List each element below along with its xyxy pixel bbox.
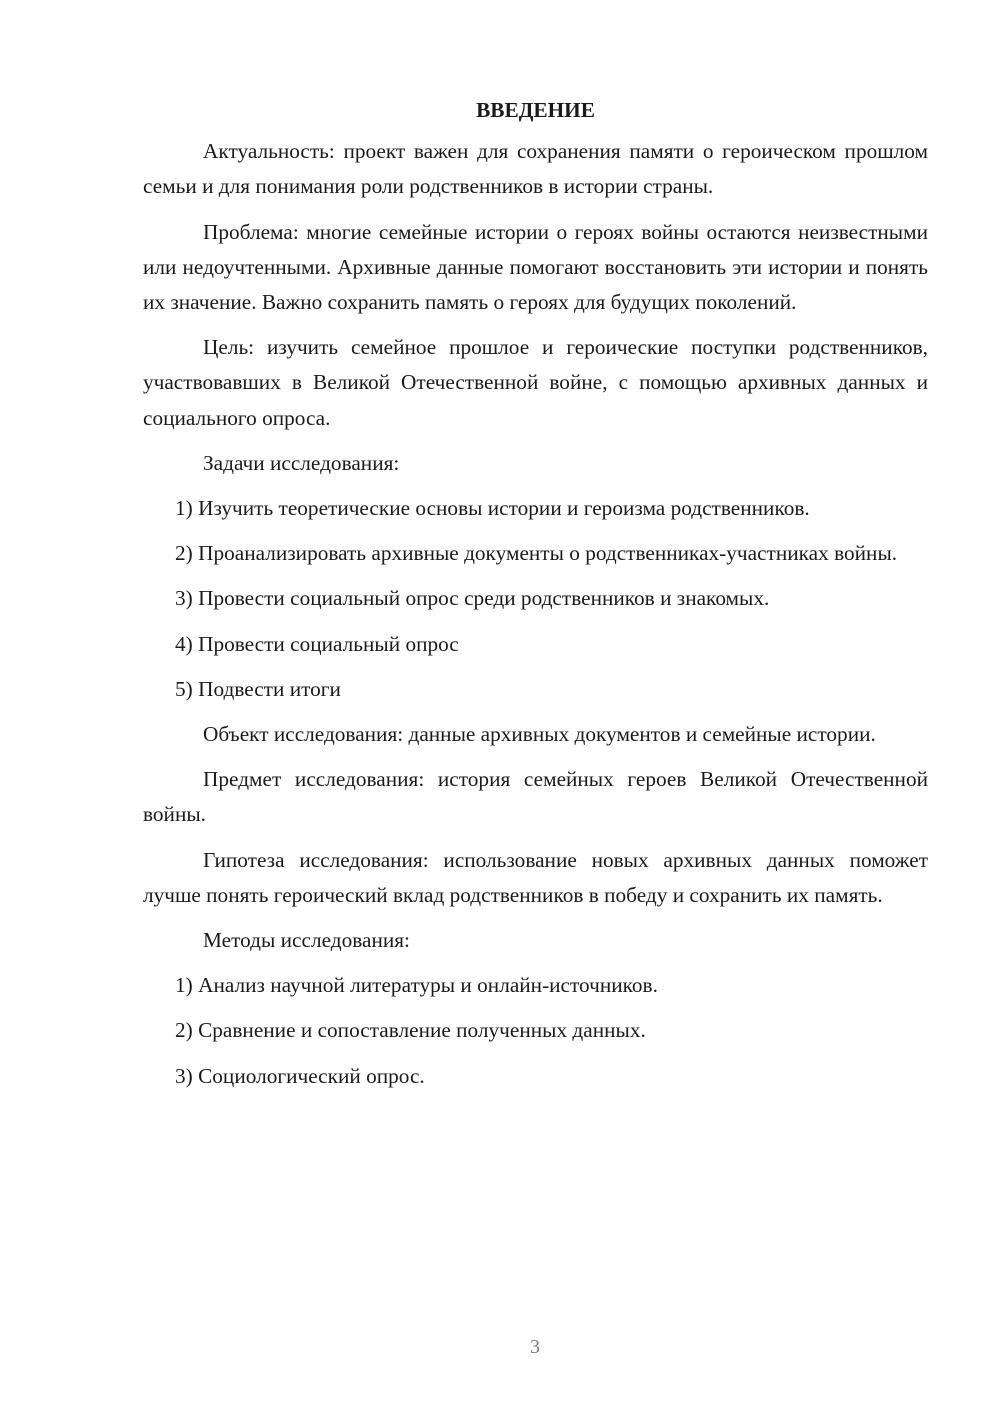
object-paragraph: Объект исследования: данные архивных документов и семейные истории. [203, 722, 876, 747]
tasks-heading: Задачи исследования: [203, 450, 400, 475]
methods-heading: Методы исследования: [203, 928, 410, 953]
task-item-1: 1) Изучить теоретические основы истории и героизма родственников. [175, 496, 810, 521]
task-item-2: 2) Проанализировать архивные документы о родственниках-участниках войны. [175, 541, 898, 566]
document-body [143, 93, 928, 1104]
task-item-4: 4) Провести социальный опрос [175, 631, 459, 656]
problem-paragraph: Проблема: многие семейные истории о героях войны остаются неизвестными или недоучтенными. Архивные данные помогают восстановить эти истории и понять их значение. Важно сохранить память о героях для будущих поколений. [143, 219, 928, 315]
relevance-paragraph: Актуальность: проект важен для сохранения памяти о героическом прошлом семьи и для понимания роли родственников в истории страны. [143, 139, 928, 199]
section-title: ВВЕДЕНИЕ [476, 98, 595, 122]
subject-paragraph: Предмет исследования: история семейных героев Великой Отечественной войны. [143, 767, 928, 827]
hypothesis-paragraph: Гипотеза исследования: использование новых архивных данных поможет лучше понять героический вклад родственников в победу и сохранить их память. [143, 847, 928, 907]
task-item-5: 5) Подвести итоги [175, 676, 341, 701]
goal-paragraph: Цель: изучить семейное прошлое и героические поступки родственников, участвовавших в Великой Отечественной войне, с помощью архивных данных и социального опроса. [143, 335, 928, 430]
method-item-3: 3) Социологический опрос. [175, 1063, 425, 1088]
page-number: 3 [530, 1336, 540, 1358]
task-item-3: 3) Провести социальный опрос среди родственников и знакомых. [175, 586, 770, 611]
method-item-2: 2) Сравнение и сопоставление полученных данных. [175, 1018, 646, 1043]
method-item-1: 1) Анализ научной литературы и онлайн-источников. [175, 973, 658, 998]
